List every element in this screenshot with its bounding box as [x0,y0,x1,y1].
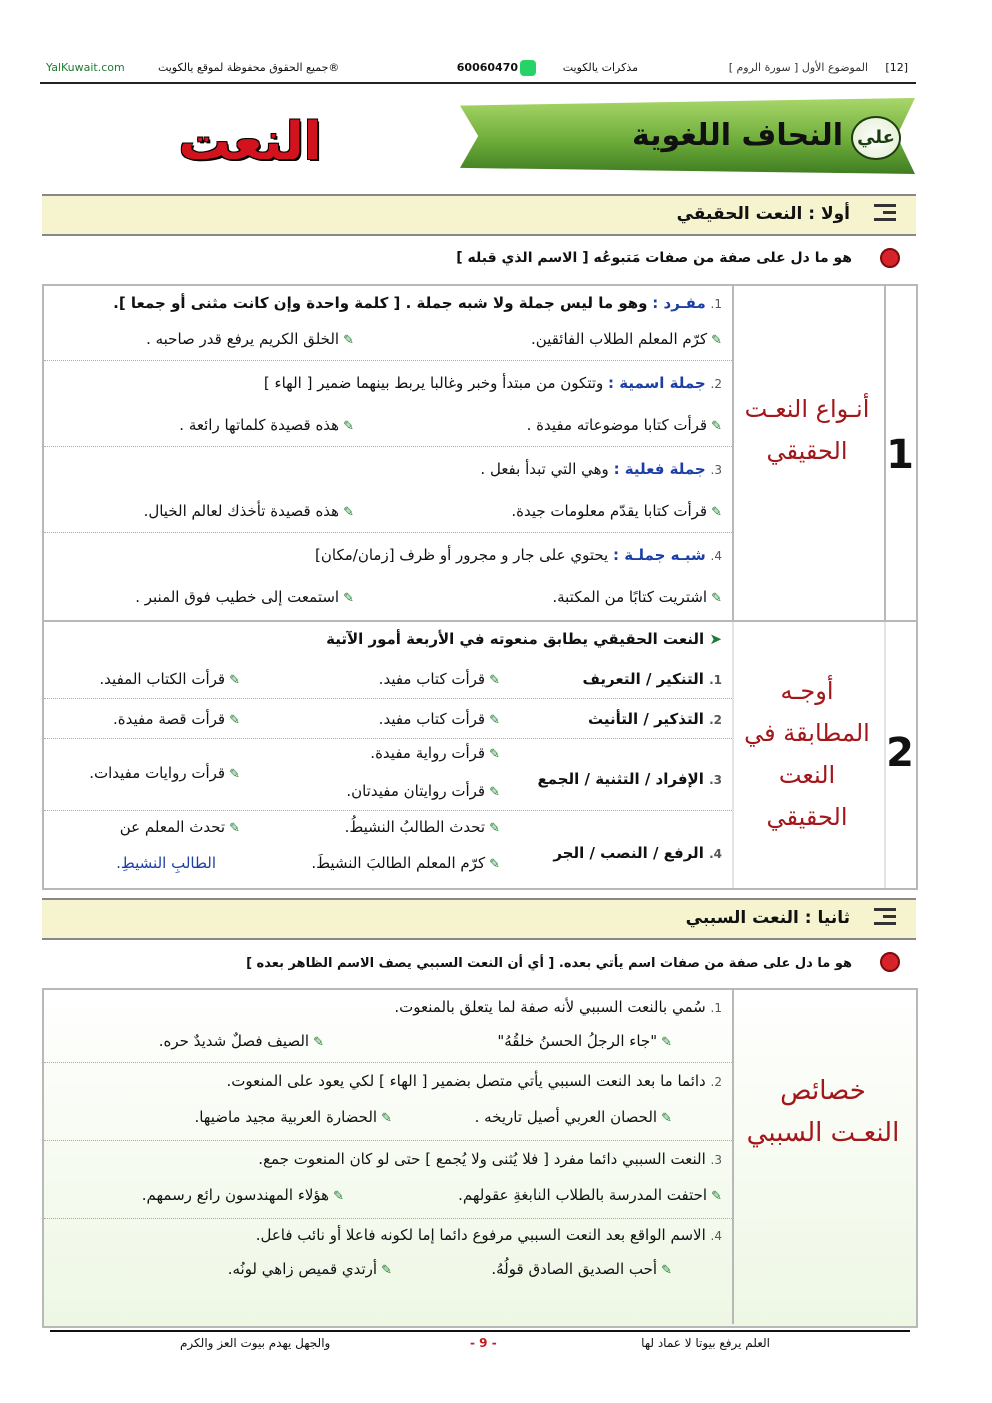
example: هذه قصيدة كلماتها رائعة . [179,416,340,434]
example: الصيف فصلٌ شديدٌ حره. [158,1032,310,1050]
arrow-icon: ➤ [709,630,722,648]
pin-icon [880,248,900,268]
example-icon: ✎ [711,505,722,520]
example-icon: ✎ [381,1111,392,1126]
property-text: سُمي بالنعت السببي لأنه صفة لما يتعلق بالمنعوت. [394,998,706,1016]
property-row: 3. النعت السببي دائما مفرد [ فلا يُثنى ولا يُجمع ] حتى لو كان المنعوت جمع. ✎احتفت المدرسة بالطلاب النابغةِ عقولهم. ✎هؤلاء المهندسون رائع رسمهم. [44,1142,732,1219]
example-icon: ✎ [229,767,240,782]
agreement-label: التنكير / التعريف [582,670,704,688]
notes-label: مذكرات يالكويت [562,61,638,74]
footer-left: والجهل يهدم بيوت العز والكرم [180,1336,331,1350]
type-text: وتتكون من مبتدأ وخبر وغالبا يربط بينهما ضمير [ الهاء ] [263,374,604,392]
whatsapp-icon [520,60,536,76]
example-icon: ✎ [343,419,354,434]
example: قرأت الكتاب المفيد. [99,670,226,688]
example-icon: ✎ [489,673,500,688]
property-row: 2. دائما ما بعد النعت السببي يأتي متصل بضمير [ الهاء ] لكي يعود على المنعوت. ✎الحصان العربي أصيل تاريخه . ✎الحضارة العربية مجيد ماضيها. [44,1064,732,1141]
type-text: وهي التي تبدأ بفعل . [480,460,609,478]
type-head: جملة اسمية : [608,374,706,392]
example-icon: ✎ [711,591,722,606]
example-icon: ✎ [489,785,500,800]
types-number: 1 [886,432,914,478]
pin-icon [880,952,900,972]
page-footer [50,1330,910,1356]
section1-definition: هو ما دل على صفة من صفات مَتبوعُه [ الاسم الذي قبله ] [456,250,852,266]
example: كرّم المعلم الطلاب الفائقين. [531,330,708,348]
agreement-label: التذكير / التأنيث [588,710,704,728]
example-icon: ✎ [489,821,500,836]
example: قرأت كتابا يقدّم معلومات جيدة. [511,502,708,520]
example: قرأت روايات مفيدات. [89,764,226,782]
type-text: وهو ما ليس جملة ولا شبه جملة . [ كلمة واحدة وإن كانت مثنى أو جمعا ]. [113,294,648,312]
page-header [40,56,916,84]
banner-badge-icon: علي [851,116,901,160]
example-icon: ✎ [489,747,500,762]
section3-definition: هو ما دل على صفة من صفات اسم يأتي بعده. [ أي أن النعت السببي يصف الاسم الظاهر بعده ] [246,956,852,971]
section1-header [42,194,916,236]
agreement-row: 3. الإفراد / التثنية / الجمع ✎قرأت رواية مفيدة. ✎قرأت روايات مفيدات. ✎قرأت روايتان مفيدتان. [44,740,732,811]
example: هذه قصيدة تأخذك لعالم الخيال. [143,502,340,520]
example: تحدث المعلم عن [119,818,226,836]
example-icon: ✎ [229,713,240,728]
agreement-label: الرفع / النصب / الجر [553,844,704,862]
agreement-row: 4. الرفع / النصب / الجر ✎تحدث الطالبُ النشيطُ. ✎تحدث المعلم عن ✎كرّم المعلم الطالبَ النشيطَ. الطالبِ النشيطِ. [116,818,722,872]
page-ref: [12] [885,61,908,74]
example-icon: ✎ [229,673,240,688]
example-icon: ✎ [489,713,500,728]
example: الطالبِ النشيطِ. [116,854,216,872]
example: اشتريت كتابًا من المكتبة. [552,588,708,606]
example-icon: ✎ [661,1263,672,1278]
list-icon [874,908,896,928]
agreement-side-label: أوجـه المطابقة في النعت الحقيقي [744,677,870,831]
example: هؤلاء المهندسون رائع رسمهم. [141,1186,330,1204]
example: استمعت إلى خطيب فوق المنبر . [135,588,340,606]
property-text: الاسم الواقع بعد النعت السببي مرفوع دائما إما لكونه فاعلا أو نائب فاعل. [255,1226,706,1244]
banner-title: النحاف اللغوية [632,118,843,153]
example: "جاء الرجلُ الحسنُ خلقُهُ" [497,1032,658,1050]
example: قرأت قصة مفيدة. [112,710,226,728]
example: قرأت روايتان مفيدتان. [346,782,486,800]
example-icon: ✎ [313,1035,324,1050]
property-text: النعت السببي دائما مفرد [ فلا يُثنى ولا يُجمع ] حتى لو كان المنعوت جمع. [258,1150,706,1168]
phone-number: 60060470 [456,61,518,74]
example: كرّم المعلم الطالبَ النشيطَ. [311,854,486,872]
type-text: يحتوي على جار و مجرور أو ظرف [زمان/مكان] [315,546,609,564]
example: تحدث الطالبُ النشيطُ. [344,818,486,836]
page-number: - 9 - [470,1336,497,1350]
example-icon: ✎ [489,857,500,872]
example-icon: ✎ [343,591,354,606]
list-icon [874,204,896,224]
example: أرتدي قميص زاهي لونُه. [227,1260,378,1278]
type-row: 2. جملة اسمية : وتتكون من مبتدأ وخبر وغالبا يربط بينهما ضمير [ الهاء ] ✎قرأت كتابا موضوعاته مفيدة . ✎هذه قصيدة كلماتها رائعة . [44,362,732,447]
section3-header [42,898,916,940]
example-icon: ✎ [711,419,722,434]
type-row: 4. شبـه جملـة : يحتوي على جار و مجرور أو ظرف [زمان/مكان] ✎اشتريت كتابًا من المكتبة. ✎استمعت إلى خطيب فوق المنبر . [135,546,722,606]
property-row: 1. سُمي بالنعت السببي لأنه صفة لما يتعلق بالمنعوت. ✎"جاء الرجلُ الحسنُ خلقُهُ" ✎الصيف فصلٌ شديدٌ حره. [44,990,732,1063]
type-row: 1. مفـرد : وهو ما ليس جملة ولا شبه جملة . [ كلمة واحدة وإن كانت مثنى أو جمعا ]. ✎كرّم المعلم الطلاب الفائقين. ✎الخلق الكريم يرفع قدر صاحبه . [44,286,732,361]
example-icon: ✎ [381,1263,392,1278]
footer-right: العلم يرفع بيوتا لا عماد لها [641,1336,770,1350]
example: قرأت كتاب مفيد. [378,710,486,728]
agreement-intro: ➤ النعت الحقيقي يطابق منعوته في الأربعة أمور الآتية [326,630,722,648]
example: قرأت رواية مفيدة. [370,744,486,762]
example-icon: ✎ [343,505,354,520]
types-side-label: أنـواع النعـت الحقيقي [744,395,870,465]
example: أحب الصديق الصادق قولُهُ. [491,1260,658,1278]
agreement-row: 1. التنكير / التعريف ✎قرأت كتاب مفيد. ✎قرأت الكتاب المفيد. [44,660,732,699]
agreement-label: الإفراد / التثنية / الجمع [537,770,704,788]
example: الحضارة العربية مجيد ماضيها. [194,1108,378,1126]
title-banner [460,98,915,174]
agreement-row: 2. التذكير / التأنيث ✎قرأت كتاب مفيد. ✎قرأت قصة مفيدة. [44,700,732,739]
example: الحصان العربي أصيل تاريخه . [474,1108,658,1126]
example: احتفت المدرسة بالطلاب النابغةِ عقولهم. [458,1186,708,1204]
example-icon: ✎ [711,1189,722,1204]
example-icon: ✎ [711,333,722,348]
section3-title: ثانيا : النعت السببي [685,908,850,928]
main-title: النعت [178,112,322,172]
example-icon: ✎ [661,1035,672,1050]
example-icon: ✎ [661,1111,672,1126]
type-head: مفـرد : [652,294,706,312]
example-icon: ✎ [229,821,240,836]
property-text: دائما ما بعد النعت السببي يأتي متصل بضمير [ الهاء ] لكي يعود على المنعوت. [226,1072,706,1090]
type-row: 3. جملة فعلية : وهي التي تبدأ بفعل . ✎قرأت كتابا يقدّم معلومات جيدة. ✎هذه قصيدة تأخذك لعالم الخيال. [44,448,732,533]
example: قرأت كتابا موضوعاته مفيدة . [526,416,708,434]
site-link[interactable]: YalKuwait.com [46,61,125,74]
example-icon: ✎ [333,1189,344,1204]
property-row: 4. الاسم الواقع بعد النعت السببي مرفوع دائما إما لكونه فاعلا أو نائب فاعل. ✎أحب الصديق الصادق قولُهُ. ✎أرتدي قميص زاهي لونُه. [227,1226,722,1278]
agreement-number: 2 [886,730,914,776]
properties-side-label: خصائص النعـت السببي [746,1076,900,1148]
topic-label: الموضوع الأول [ سورة الروم ] [728,61,868,74]
rights-text: ®جميع الحقوق محفوظة لموقع يالكويت [158,61,340,74]
column-divider-3 [732,988,734,1324]
section1-title: أولا : النعت الحقيقي [676,204,850,224]
example: قرأت كتاب مفيد. [378,670,486,688]
example: الخلق الكريم يرفع قدر صاحبه . [146,330,340,348]
type-head: شبـه جملـة : [612,546,706,564]
type-head: جملة فعلية : [613,460,706,478]
example-icon: ✎ [343,333,354,348]
